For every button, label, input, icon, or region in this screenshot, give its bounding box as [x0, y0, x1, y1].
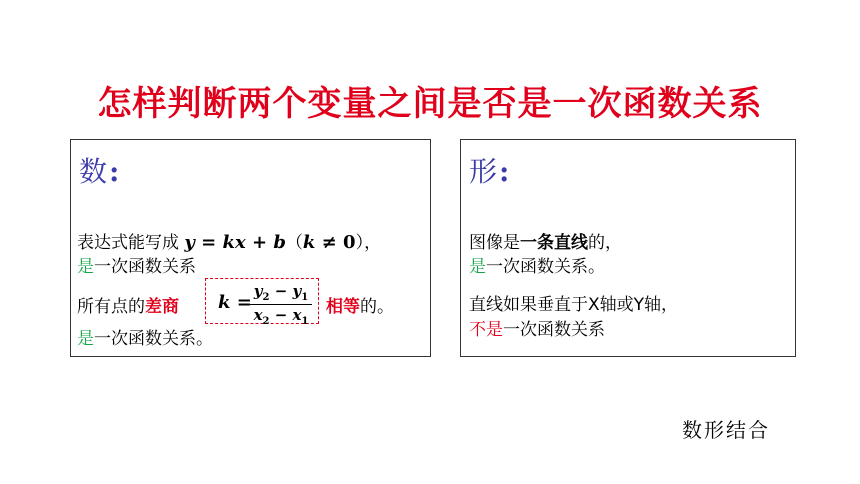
slope-k-label: [218, 292, 252, 313]
equal-end-text: 的。: [360, 297, 394, 317]
not-word: 不是: [469, 320, 503, 340]
formula-paren-close: ）: [355, 233, 365, 253]
graph-is-text: 图像是: [469, 233, 520, 253]
algebra-heading-colon: :: [109, 155, 120, 188]
slope-formula-box: [205, 278, 319, 327]
num-y1: y: [292, 282, 302, 300]
den-x2-sub: 2: [262, 316, 270, 327]
algebra-heading: [79, 150, 119, 190]
equal-line: [326, 292, 394, 317]
slope-equals: =: [230, 292, 252, 313]
graph-is-linear-line: [469, 252, 605, 277]
formula-neq: ≠: [315, 232, 344, 253]
expression-line: [77, 228, 381, 253]
shape-heading: [469, 150, 509, 190]
straight-line-word: 一条直线: [520, 233, 588, 253]
shape-heading-colon: :: [499, 155, 510, 188]
formula-equals: =: [194, 232, 223, 253]
formula-k: k: [302, 232, 316, 253]
is-word: 是: [77, 257, 94, 277]
footer-caption: 数形结合: [682, 418, 770, 442]
num-y2: y: [253, 282, 263, 300]
formula-zero: 0: [343, 232, 356, 253]
difference-quotient-word: 差商: [145, 297, 179, 317]
fraction-denominator: [250, 305, 312, 327]
graphical-criteria-box: [460, 139, 796, 357]
vertical-line-condition: 直线如果垂直于X轴或Y轴，: [469, 295, 679, 315]
formula-y: y: [184, 232, 195, 253]
num-minus: −: [269, 282, 293, 300]
formula-comma: ，: [364, 233, 382, 253]
is-linear-line-1: [77, 252, 196, 277]
difference-quotient-line: [77, 292, 179, 317]
slope-k: k: [218, 292, 231, 313]
not-linear-text: 一次函数关系: [503, 320, 605, 340]
linear-relation-text-2: 一次函数关系。: [94, 329, 213, 349]
den-x1-sub: 1: [301, 316, 309, 327]
graph-linear-text: 一次函数关系。: [486, 257, 605, 277]
graph-end-text: 的，: [588, 233, 622, 253]
algebra-heading-text: 数: [79, 155, 108, 188]
is-linear-line-2: [77, 324, 213, 349]
not-linear-line: [469, 315, 605, 340]
equal-word: 相等: [326, 297, 360, 317]
num-y1-sub: 1: [301, 292, 309, 303]
num-y2-sub: 2: [262, 292, 270, 303]
formula-b: b: [273, 232, 286, 253]
den-minus: −: [269, 306, 293, 324]
fraction-numerator: [250, 282, 312, 305]
all-points-text: 所有点的: [77, 297, 145, 317]
expression-text: 表达式能写成: [77, 233, 179, 253]
formula-plus: +: [245, 232, 274, 253]
page-title: 怎样判断两个变量之间是否是一次函数关系: [97, 84, 763, 124]
slope-fraction: [250, 282, 312, 327]
den-x1: x: [292, 306, 302, 324]
is-word-2: 是: [77, 329, 94, 349]
shape-heading-text: 形: [469, 155, 498, 188]
linear-relation-text: 一次函数关系: [94, 257, 196, 277]
graph-is-word: 是: [469, 257, 486, 277]
formula-paren-open: （: [285, 233, 303, 253]
den-x2: x: [253, 306, 263, 324]
formula-kx: kx: [222, 232, 246, 253]
graph-line-1: [469, 228, 622, 253]
